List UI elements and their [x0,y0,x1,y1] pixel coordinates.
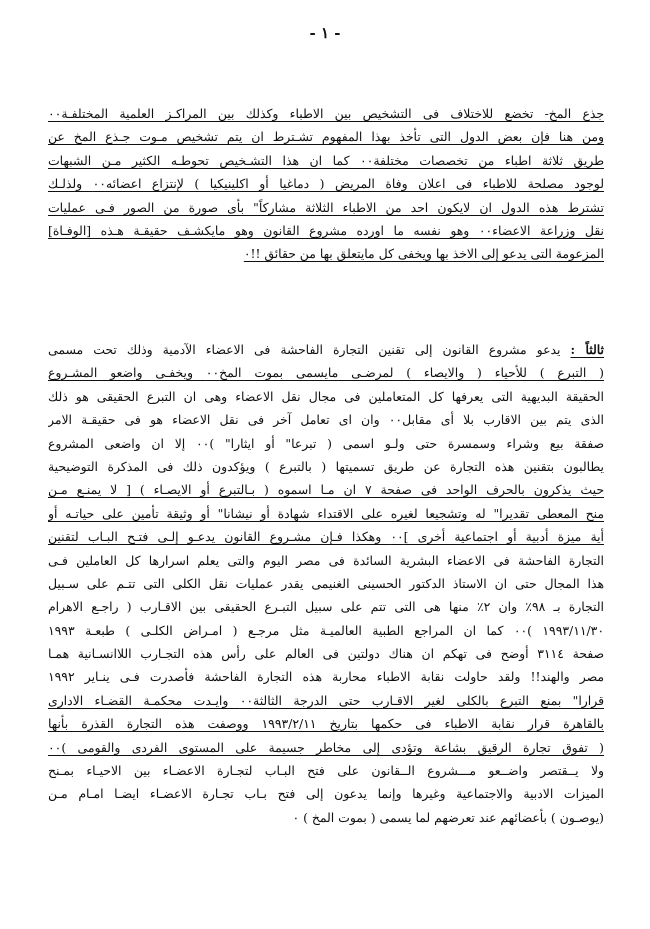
text-line: صفقة بيع وشراء وسمسرة حتى ولـو اسمى ( تبرعا" أو ايثارا" )٠٠ إلا ان واضعى المشروع [48,435,604,451]
text-line: لوجود مصلحة للاطباء فى اعلان وفاة المريض ( دماغيا أو اكلينيكيا ) لإنتزاع اعضائه٠٠ ولذلـك [48,176,604,192]
text-line: ( تفوق تجارة الرقيق بشاعة وتؤدى إلى مخاطر جسيمة على المستوى الفردى والقومى )٠٠ [48,739,604,755]
text-line: جذع المخ- تخضع للاختلاف فى التشخيص بين الاطباء وكذلك بين المراكـز العلمية المختلفـة٠٠ [48,106,604,121]
text-line: الحقيقة البديهية التى يعرفها كل المتعاملين فى مجال نقل الاعضاء وهى ان التبرع الحقيقى هو ذلك [48,388,604,404]
first-line-text: يدعو مشروع القانون إلى تقنين التجارة الفاحشة فى الاعضاء الآدمية وذلك تحت مسمى [48,342,561,357]
section-label: ثالثاً : [570,342,604,357]
page-number: - ١ - [309,24,341,42]
text-line: قرارا" بمنع التبرع بالكلى لغير الاقـارب حتى الدرجة الثالثة٠٠ وايـدت محكمـة القضـاء الادارى [48,692,604,708]
text-line: مصر والهند!! ولقد حاولت نقابة الاطباء محاربة هذه التجارة الفاحشة فأصدرت فـى ينـاير ١٩٩٢ [48,669,604,685]
text-line: هذا المجال حتى ان الاستاذ الدكتور الحسينى الغنيمى يقدر عمليات نقل الكلى التى تتـم على سـبيل [48,575,604,591]
text-line: الميزات الادبية والاجتماعية وغيرها وإنما يدعون إلى فتح بـاب تجـارة الاعضـاء ايضـا امـام مـن [48,786,604,802]
text-line: طريق ثلاثة اطباء من تخصصات مختلفة٠٠ كما ان هذا التشـخيص تحوطـه الكثير مـن الشبهات [48,152,604,168]
paragraph-third-point [48,338,604,829]
text-line: نقل وزراعة الاعضاء٠٠ وهو نفسه ما اورده مشروع القانون وهو مايكشـف حقيقـة هـذه [الوفـاة] [48,222,604,238]
text-line: أية ميزة أدبية أو اجتماعية أخرى ]٠٠ وهكذا فـإن مشـروع القانون يدعـو إلـى فتـح البـاب لتقنين [48,529,604,545]
text-line: ومن هنا فإن بعض الدول التى تأخذ بهذا المفهوم تشـترط ان يتم تشخيص مـوت جـذع المخ عن [48,129,604,145]
text-line: المزعومة التى يدعو إلى الاخذ بها ويخفى كل مايتعلق بها من حقائق !!٠ [243,246,604,262]
text-line: ولا يــقتصر واضــعو مـــشروع الــقانون على فتح البـاب لتجـارة الاعضـاء بين الاحيـاء بمـنح [48,763,604,779]
text-line: (يوصـون ) بأعضائهم عند تعرضهم لما يسمى ( بموت المخ ) ٠ [292,809,604,825]
text-line: ( التبرع ) للأحياء ( والايصاء ) لمرضـى مايسمى بموت المخ٠٠ ويخفـى واضعو المشـروع [48,365,604,381]
text-line: صفحة ٣١١٤ أوضح فى تهكم ان هناك دولتين فى العالم على رأس هذه التجـارب اللاانسـانية همـا [48,646,604,662]
text-line [48,338,604,361]
text-line: التجارة الفاحشة فى الاعضاء البشرية السائدة فى مصر اليوم والتى يعلم اسرارها كل العاملين فـى [48,552,604,568]
text-line: منح المعطى تقديرا" له وتشجيعا لغيره على الاقتداء شهادة أو نيشانا" أو وثيقة تأمين على حياتـه أو [48,505,604,521]
text-line: ١٩٩٣/١١/٣٠ )٠٠ كما ان المراجع الطبية العالميـة مثل مرجـع ( امـراض الكلـى ) طبعـة ١٩٩٣ [48,622,604,638]
text-line: يطالبون بتقنين هذه التجارة عن طريق تسميتها ( بالتبرع ) ويؤكدون ذلك فى المذكرة التوضيحية [48,458,604,474]
text-line: بالقاهرة قرار نقابة الاطباء فى حكمها بتاريخ ١٩٩٣/٢/١١ ووصفت هذه التجارة القذرة بأنها [48,716,604,732]
text-line: تشترط هذه الدول ان لايكون احد من الاطباء الثلاثة مشاركاً" بأى صورة من الصور فـى عمليات [48,199,604,215]
text-line: التجارة بـ ٩٨٪ وان ٢٪ منها هى التى تتم على سبيل التبـرع الحقيقى بين الاقـارب ( راجـع الاهرام [48,599,604,615]
paragraph-brain-death [48,102,604,266]
text-line: حيث يذكرون بالحرف الواحد فى صفحة ٧ ان مـا اسموه ( بـالتبرع أو الايصـاء ) [ لا يمنـع مـن [48,482,604,498]
text-line: الذى يتم بين الاقارب بلا أى مقابل٠٠ وان اى تعامل آخر فى نقل الاعضاء هو فى حقيقـة الامر [48,412,604,428]
